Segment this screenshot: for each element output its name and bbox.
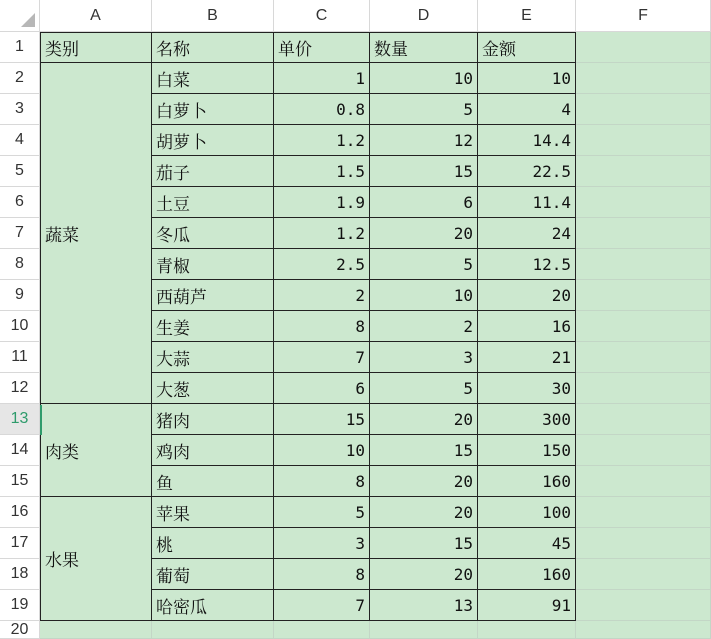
cell-F4[interactable] <box>576 125 711 156</box>
quantity-cell[interactable]: 20 <box>370 497 478 528</box>
price-cell[interactable]: 6 <box>274 373 370 404</box>
item-name-cell[interactable]: 西葫芦 <box>152 280 274 311</box>
item-name-cell[interactable]: 葡萄 <box>152 559 274 590</box>
row-header-14[interactable]: 14 <box>0 435 40 466</box>
amount-cell[interactable]: 300 <box>478 404 576 435</box>
cell-F3[interactable] <box>576 94 711 125</box>
cell-F14[interactable] <box>576 435 711 466</box>
row-header-19[interactable]: 19 <box>0 590 40 621</box>
item-name-cell[interactable]: 冬瓜 <box>152 218 274 249</box>
quantity-cell[interactable]: 15 <box>370 528 478 559</box>
row-header-12[interactable]: 12 <box>0 373 40 404</box>
cell-F13[interactable] <box>576 404 711 435</box>
quantity-cell[interactable]: 10 <box>370 63 478 94</box>
amount-cell[interactable]: 30 <box>478 373 576 404</box>
amount-cell[interactable]: 16 <box>478 311 576 342</box>
header-cell-e[interactable]: 金额 <box>478 32 576 63</box>
row-header-5[interactable]: 5 <box>0 156 40 187</box>
active-cell-indicator <box>40 405 42 435</box>
cell-F6[interactable] <box>576 187 711 218</box>
price-cell[interactable]: 3 <box>274 528 370 559</box>
row-header-11[interactable]: 11 <box>0 342 40 373</box>
price-cell[interactable]: 8 <box>274 466 370 497</box>
item-name-cell[interactable]: 鸡肉 <box>152 435 274 466</box>
cell-F2[interactable] <box>576 63 711 94</box>
item-name-cell[interactable]: 苹果 <box>152 497 274 528</box>
quantity-cell[interactable]: 13 <box>370 590 478 621</box>
row-header-18[interactable]: 18 <box>0 559 40 590</box>
item-name-cell[interactable]: 猪肉 <box>152 404 274 435</box>
cell-F19[interactable] <box>576 590 711 621</box>
cell-D20[interactable] <box>370 621 478 639</box>
price-cell[interactable]: 2 <box>274 280 370 311</box>
item-name-cell[interactable]: 桃 <box>152 528 274 559</box>
select-all-triangle-icon <box>21 13 35 27</box>
header-cell-b[interactable]: 名称 <box>152 32 274 63</box>
amount-cell[interactable]: 21 <box>478 342 576 373</box>
cell-F15[interactable] <box>576 466 711 497</box>
quantity-cell[interactable]: 15 <box>370 435 478 466</box>
amount-cell[interactable]: 100 <box>478 497 576 528</box>
header-cell-a[interactable]: 类别 <box>40 32 152 63</box>
quantity-cell[interactable]: 20 <box>370 466 478 497</box>
cell-F8[interactable] <box>576 249 711 280</box>
row-header-7[interactable]: 7 <box>0 218 40 249</box>
item-name-cell[interactable]: 大蒜 <box>152 342 274 373</box>
cell-B20[interactable] <box>152 621 274 639</box>
cell-F18[interactable] <box>576 559 711 590</box>
column-header-d[interactable]: D <box>370 0 478 32</box>
category-cell[interactable]: 水果 <box>40 497 152 621</box>
row-header-17[interactable]: 17 <box>0 528 40 559</box>
cell-F16[interactable] <box>576 497 711 528</box>
amount-cell[interactable]: 24 <box>478 218 576 249</box>
cell-F9[interactable] <box>576 280 711 311</box>
price-cell[interactable]: 5 <box>274 497 370 528</box>
column-header-c[interactable]: C <box>274 0 370 32</box>
cell-F12[interactable] <box>576 373 711 404</box>
price-cell[interactable]: 7 <box>274 590 370 621</box>
price-cell[interactable]: 15 <box>274 404 370 435</box>
price-cell[interactable]: 1.5 <box>274 156 370 187</box>
cell-C20[interactable] <box>274 621 370 639</box>
column-header-b[interactable]: B <box>152 0 274 32</box>
amount-cell[interactable]: 91 <box>478 590 576 621</box>
cell-F17[interactable] <box>576 528 711 559</box>
amount-cell[interactable]: 160 <box>478 559 576 590</box>
amount-cell[interactable]: 150 <box>478 435 576 466</box>
price-cell[interactable]: 0.8 <box>274 94 370 125</box>
cell-E20[interactable] <box>478 621 576 639</box>
quantity-cell[interactable]: 12 <box>370 125 478 156</box>
row-header-3[interactable]: 3 <box>0 94 40 125</box>
row-header-10[interactable]: 10 <box>0 311 40 342</box>
row-header-1[interactable]: 1 <box>0 32 40 63</box>
row-header-13[interactable]: 13 <box>0 404 40 435</box>
quantity-cell[interactable]: 5 <box>370 249 478 280</box>
row-header-9[interactable]: 9 <box>0 280 40 311</box>
price-cell[interactable]: 1.2 <box>274 218 370 249</box>
price-cell[interactable]: 1.9 <box>274 187 370 218</box>
item-name-cell[interactable]: 土豆 <box>152 187 274 218</box>
row-header-15[interactable]: 15 <box>0 466 40 497</box>
category-cell[interactable]: 肉类 <box>40 404 152 497</box>
row-header-16[interactable]: 16 <box>0 497 40 528</box>
row-header-2[interactable]: 2 <box>0 63 40 94</box>
item-name-cell[interactable]: 生姜 <box>152 311 274 342</box>
amount-cell[interactable]: 12.5 <box>478 249 576 280</box>
row-header-6[interactable]: 6 <box>0 187 40 218</box>
amount-cell[interactable]: 20 <box>478 280 576 311</box>
price-cell[interactable]: 10 <box>274 435 370 466</box>
price-cell[interactable]: 1.2 <box>274 125 370 156</box>
quantity-cell[interactable]: 5 <box>370 94 478 125</box>
header-cell-d[interactable]: 数量 <box>370 32 478 63</box>
quantity-cell[interactable]: 15 <box>370 156 478 187</box>
column-header-e[interactable]: E <box>478 0 576 32</box>
cell-F20[interactable] <box>576 621 711 639</box>
price-cell[interactable]: 8 <box>274 311 370 342</box>
quantity-cell[interactable]: 6 <box>370 187 478 218</box>
cell-A20[interactable] <box>40 621 152 639</box>
quantity-cell[interactable]: 20 <box>370 559 478 590</box>
item-name-cell[interactable]: 大葱 <box>152 373 274 404</box>
amount-cell[interactable]: 14.4 <box>478 125 576 156</box>
quantity-cell[interactable]: 3 <box>370 342 478 373</box>
price-cell[interactable]: 8 <box>274 559 370 590</box>
row-header-8[interactable]: 8 <box>0 249 40 280</box>
quantity-cell[interactable]: 5 <box>370 373 478 404</box>
price-cell[interactable]: 2.5 <box>274 249 370 280</box>
cell-F10[interactable] <box>576 311 711 342</box>
quantity-cell[interactable]: 20 <box>370 218 478 249</box>
column-header-f[interactable]: F <box>576 0 711 32</box>
cell-F7[interactable] <box>576 218 711 249</box>
cell-F1[interactable] <box>576 32 711 63</box>
amount-cell[interactable]: 11.4 <box>478 187 576 218</box>
amount-cell[interactable]: 160 <box>478 466 576 497</box>
quantity-cell[interactable]: 2 <box>370 311 478 342</box>
amount-cell[interactable]: 22.5 <box>478 156 576 187</box>
amount-cell[interactable]: 4 <box>478 94 576 125</box>
row-header-4[interactable]: 4 <box>0 125 40 156</box>
item-name-cell[interactable]: 青椒 <box>152 249 274 280</box>
item-name-cell[interactable]: 哈密瓜 <box>152 590 274 621</box>
item-name-cell[interactable]: 白萝卜 <box>152 94 274 125</box>
select-all-button[interactable] <box>0 0 40 32</box>
item-name-cell[interactable]: 鱼 <box>152 466 274 497</box>
price-cell[interactable]: 7 <box>274 342 370 373</box>
amount-cell[interactable]: 10 <box>478 63 576 94</box>
price-cell[interactable]: 1 <box>274 63 370 94</box>
cell-F11[interactable] <box>576 342 711 373</box>
item-name-cell[interactable]: 胡萝卜 <box>152 125 274 156</box>
row-header-20[interactable]: 20 <box>0 621 40 639</box>
header-cell-c[interactable]: 单价 <box>274 32 370 63</box>
quantity-cell[interactable]: 10 <box>370 280 478 311</box>
category-cell[interactable]: 蔬菜 <box>40 63 152 404</box>
amount-cell[interactable]: 45 <box>478 528 576 559</box>
item-name-cell[interactable]: 茄子 <box>152 156 274 187</box>
quantity-cell[interactable]: 20 <box>370 404 478 435</box>
column-header-a[interactable]: A <box>40 0 152 32</box>
item-name-cell[interactable]: 白菜 <box>152 63 274 94</box>
cell-F5[interactable] <box>576 156 711 187</box>
